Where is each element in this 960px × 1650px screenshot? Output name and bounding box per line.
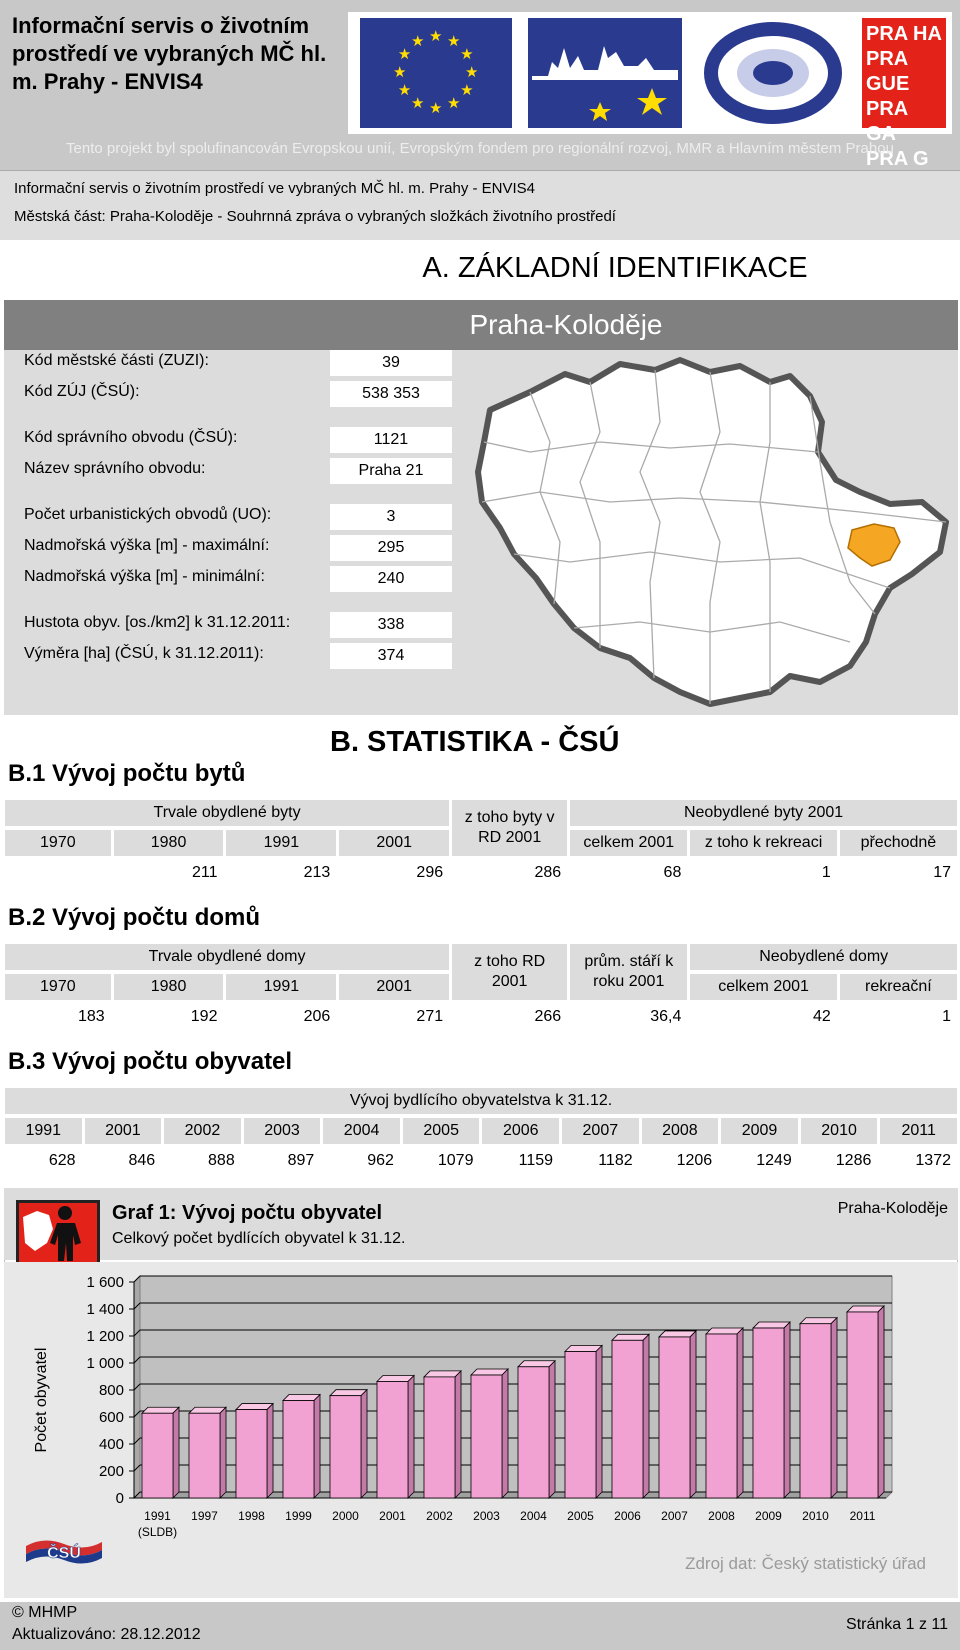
y-tick-label: 1 400	[86, 1301, 124, 1318]
year-cell: 2007	[562, 1118, 639, 1144]
id-value: 39	[330, 350, 452, 376]
eu-flag-logo	[360, 18, 512, 128]
value-cell: 296	[339, 860, 449, 886]
bar-side	[737, 1328, 743, 1498]
y-tick-label: 1 200	[86, 1328, 124, 1345]
bar-side	[690, 1331, 696, 1498]
bar	[189, 1413, 220, 1498]
x-tick-label: 1997	[191, 1509, 218, 1523]
id-label: Nadmořská výška [m] - minimální:	[24, 568, 265, 585]
y-tick-label: 1 600	[86, 1274, 124, 1291]
value-cell: 897	[244, 1148, 321, 1174]
bar-side	[549, 1361, 555, 1498]
section-b-title: B. STATISTIKA - ČSÚ	[330, 726, 620, 758]
bar-side	[784, 1322, 790, 1498]
id-value: 338	[330, 612, 452, 638]
year-cell: 1980	[114, 974, 224, 1000]
header-cell: z toho RD 2001	[452, 944, 567, 1000]
value-cell: 1159	[482, 1148, 559, 1174]
subheader-line2: Městská část: Praha-Koloděje - Souhrnná zpráva o vybraných složkách životního prostředí	[14, 208, 616, 225]
year-cell: 2006	[482, 1118, 559, 1144]
bar	[800, 1324, 831, 1498]
value-cell: 192	[114, 1004, 224, 1030]
svg-text:ČSÚ: ČSÚ	[47, 1545, 81, 1562]
year-cell: 2009	[721, 1118, 798, 1144]
id-value: 538 353	[330, 381, 452, 407]
y-tick-label: 1 000	[86, 1355, 124, 1372]
id-value: 1121	[330, 427, 452, 453]
header-cell: z toho byty v RD 2001	[452, 800, 567, 856]
bar	[659, 1337, 690, 1498]
bar-side	[267, 1404, 273, 1498]
praha-logo-text: PRA HA	[866, 23, 942, 45]
bar	[612, 1340, 643, 1498]
prague-skyline-logo	[528, 18, 682, 128]
value-cell: 36,4	[570, 1004, 687, 1030]
bar-side	[361, 1390, 367, 1498]
table-header-row	[5, 944, 957, 970]
year-cell: 1991	[226, 830, 336, 856]
value-cell: 628	[5, 1148, 82, 1174]
id-label: Název správního obvodu:	[24, 460, 206, 477]
value-cell: 183	[5, 1004, 111, 1030]
x-tick-label: 2006	[614, 1509, 641, 1523]
star-icon: ★	[447, 32, 461, 50]
x-tick-label: (SLDB)	[137, 1525, 178, 1539]
year-cell: 1991	[226, 974, 336, 1000]
bar	[236, 1410, 267, 1498]
value-cell: 213	[226, 860, 336, 886]
chart-location: Praha-Koloděje	[837, 1200, 948, 1217]
population-bar-chart	[4, 1262, 958, 1598]
bar-side	[831, 1318, 837, 1498]
table-header-row	[5, 1118, 957, 1144]
star-icon: ★	[429, 28, 443, 45]
subheader-line1: Informační servis o životním prostředí ve vybraných MČ hl. m. Prahy - ENVIS4	[14, 180, 536, 197]
section-b2-title: B.2 Vývoj počtu domů	[8, 904, 261, 931]
id-label: Počet urbanistických obvodů (UO):	[24, 506, 272, 523]
value-cell: 888	[164, 1148, 241, 1174]
bar-side	[878, 1306, 884, 1498]
value-cell: 68	[570, 860, 687, 886]
star-icon: ★	[393, 64, 407, 81]
x-tick-label: 2001	[379, 1509, 406, 1523]
section-a-title-text: A. ZÁKLADNÍ IDENTIFIKACE	[422, 252, 808, 284]
value-cell: 846	[85, 1148, 162, 1174]
value-cell: 1249	[721, 1148, 798, 1174]
x-tick-label: 2000	[332, 1509, 359, 1523]
y-axis-label: Počet obyvatel	[33, 1347, 50, 1453]
star-icon: ★	[411, 32, 425, 50]
bar	[565, 1352, 596, 1498]
bar-side	[408, 1375, 414, 1498]
star-icon: ★	[411, 95, 425, 113]
chart-source: Zdroj dat: Český statistický úřad	[685, 1554, 926, 1573]
value-cell: 271	[339, 1004, 449, 1030]
star-icon: ★	[465, 64, 479, 81]
star-icon: ★	[429, 100, 443, 117]
table-header-row	[5, 800, 957, 826]
year-cell: 2011	[880, 1118, 957, 1144]
bar	[847, 1312, 878, 1498]
table-row	[5, 1148, 957, 1174]
id-label: Hustota obyv. [os./km2] k 31.12.2011:	[24, 614, 291, 631]
prague-district-map	[470, 352, 958, 712]
x-tick-label: 2005	[567, 1509, 594, 1523]
bar-side	[314, 1395, 320, 1498]
value-cell: 1079	[403, 1148, 480, 1174]
cofinance-note: Tento projekt byl spolufinancován Evropskou unií, Evropským fondem pro regionální rozvoj, MMR a Hlavním městem Prahou	[66, 140, 894, 157]
star-icon: ★	[397, 46, 412, 63]
year-cell: 1970	[5, 974, 111, 1000]
header-cell: celkem 2001	[570, 830, 687, 856]
id-label: Výměra [ha] (ČSÚ, k 31.12.2011):	[24, 645, 264, 662]
value-cell: 1182	[562, 1148, 639, 1174]
value-cell	[5, 860, 111, 886]
year-cell: 1970	[5, 830, 111, 856]
y-tick-label: 400	[98, 1436, 124, 1453]
x-tick-label: 2010	[802, 1509, 829, 1523]
table-row	[5, 1004, 957, 1030]
bar	[377, 1381, 408, 1498]
value-cell: 1372	[880, 1148, 957, 1174]
y-tick-label: 600	[98, 1409, 124, 1426]
header-cell: Vývoj bydlícího obyvatelstva k 31.12.	[5, 1088, 957, 1114]
x-tick-label: 1991	[144, 1509, 171, 1523]
bar	[706, 1334, 737, 1498]
population-icon	[16, 1200, 100, 1266]
header-title: Informační servis o životním prostředí ve vybraných MČ hl. m. Prahy - ENVIS4	[12, 13, 327, 94]
value-cell: 1	[690, 860, 836, 886]
year-cell: 2001	[85, 1118, 162, 1144]
year-cell: 1980	[114, 830, 224, 856]
star-icon: ★	[460, 82, 474, 99]
bar	[424, 1377, 455, 1498]
bar	[518, 1367, 549, 1498]
header-cell: z toho k rekreaci	[690, 830, 836, 856]
table-houses	[2, 940, 960, 1034]
year-cell: 2010	[801, 1118, 878, 1144]
header-cell: celkem 2001	[690, 974, 836, 1000]
id-label: Kód městské části (ZUZI):	[24, 352, 209, 369]
header-cell: Trvale obydlené byty	[5, 800, 449, 826]
header-cell: prům. stáří k roku 2001	[570, 944, 687, 1000]
section-b1-title: B.1 Vývoj počtu bytů	[8, 760, 246, 787]
footer-page-number: Stránka 1 z 11	[846, 1616, 948, 1633]
bar	[283, 1401, 314, 1498]
id-value: 3	[330, 504, 452, 530]
y-tick-label: 200	[98, 1463, 124, 1480]
year-cell: 2005	[403, 1118, 480, 1144]
star-icon: ★	[460, 46, 474, 63]
star-icon: ★	[397, 82, 412, 99]
footer-updated: Aktualizováno: 28.12.2012	[12, 1626, 201, 1643]
section-b3-title: B.3 Vývoj počtu obyvatel	[8, 1048, 293, 1075]
header-cell: rekreační	[840, 974, 957, 1000]
value-cell: 211	[114, 860, 224, 886]
section-a-title	[0, 252, 960, 285]
x-tick-label: 2008	[708, 1509, 735, 1523]
x-tick-label: 2009	[755, 1509, 782, 1523]
bar-side	[643, 1334, 649, 1498]
praha-logo-text: PRA GA	[866, 98, 908, 145]
x-tick-label: 2003	[473, 1509, 500, 1523]
table-row	[5, 860, 957, 886]
year-cell: 2008	[642, 1118, 719, 1144]
value-cell: 42	[690, 1004, 836, 1030]
ministry-logo	[698, 18, 848, 128]
year-cell: 2004	[323, 1118, 400, 1144]
table-dwellings	[2, 796, 960, 890]
chart-title: Graf 1: Vývoj počtu obyvatel	[112, 1202, 383, 1224]
bar	[330, 1396, 361, 1498]
value-cell: 286	[452, 860, 567, 886]
praha-logo	[862, 18, 946, 170]
id-label: Nadmořská výška [m] - maximální:	[24, 537, 270, 554]
praha-logo-text: PRA GUE	[866, 48, 910, 95]
year-cell: 2002	[164, 1118, 241, 1144]
bar-side	[220, 1407, 226, 1498]
bar	[471, 1375, 502, 1498]
csu-logo-icon	[24, 1536, 104, 1566]
table-header-row	[5, 1088, 957, 1114]
x-tick-label: 2007	[661, 1509, 688, 1523]
x-tick-label: 2011	[849, 1509, 876, 1523]
bar	[753, 1328, 784, 1498]
year-cell: 2003	[244, 1118, 321, 1144]
bar-side	[173, 1407, 179, 1498]
value-cell: 1206	[642, 1148, 719, 1174]
id-value: 295	[330, 535, 452, 561]
value-cell: 1286	[801, 1148, 878, 1174]
year-cell: 2001	[339, 974, 449, 1000]
value-cell: 17	[840, 860, 957, 886]
bar	[142, 1413, 173, 1498]
value-cell: 206	[226, 1004, 336, 1030]
header-cell: Neobydlené byty 2001	[570, 800, 957, 826]
year-cell: 2001	[339, 830, 449, 856]
value-cell: 962	[323, 1148, 400, 1174]
x-tick-label: 1998	[238, 1509, 265, 1523]
x-tick-label: 2002	[426, 1509, 453, 1523]
year-cell: 1991	[5, 1118, 82, 1144]
y-tick-label: 0	[115, 1490, 124, 1507]
bar-side	[502, 1369, 508, 1498]
value-cell: 266	[452, 1004, 567, 1030]
x-tick-label: 1999	[285, 1509, 312, 1523]
id-value: 374	[330, 643, 452, 669]
header-cell: přechodně	[840, 830, 957, 856]
district-name-bar: Praha-Koloděje	[4, 300, 958, 350]
bar-side	[455, 1371, 461, 1498]
id-label: Kód správního obvodu (ČSÚ):	[24, 429, 238, 446]
y-tick-label: 800	[98, 1382, 124, 1399]
value-cell: 1	[840, 1004, 957, 1030]
star-icon: ★	[447, 95, 461, 113]
bar-side	[596, 1346, 602, 1498]
id-value: 240	[330, 566, 452, 592]
header-cell: Neobydlené domy	[690, 944, 957, 970]
praha-logo-text: PRA G	[866, 148, 929, 170]
id-label: Kód ZÚJ (ČSÚ):	[24, 383, 140, 400]
table-population	[2, 1084, 960, 1178]
x-tick-label: 2004	[520, 1509, 547, 1523]
chart-subtitle: Celkový počet bydlících obyvatel k 31.12.	[112, 1230, 406, 1247]
footer-copyright: © MHMP	[12, 1604, 78, 1621]
id-value: Praha 21	[330, 458, 452, 484]
header-cell: Trvale obydlené domy	[5, 944, 449, 970]
